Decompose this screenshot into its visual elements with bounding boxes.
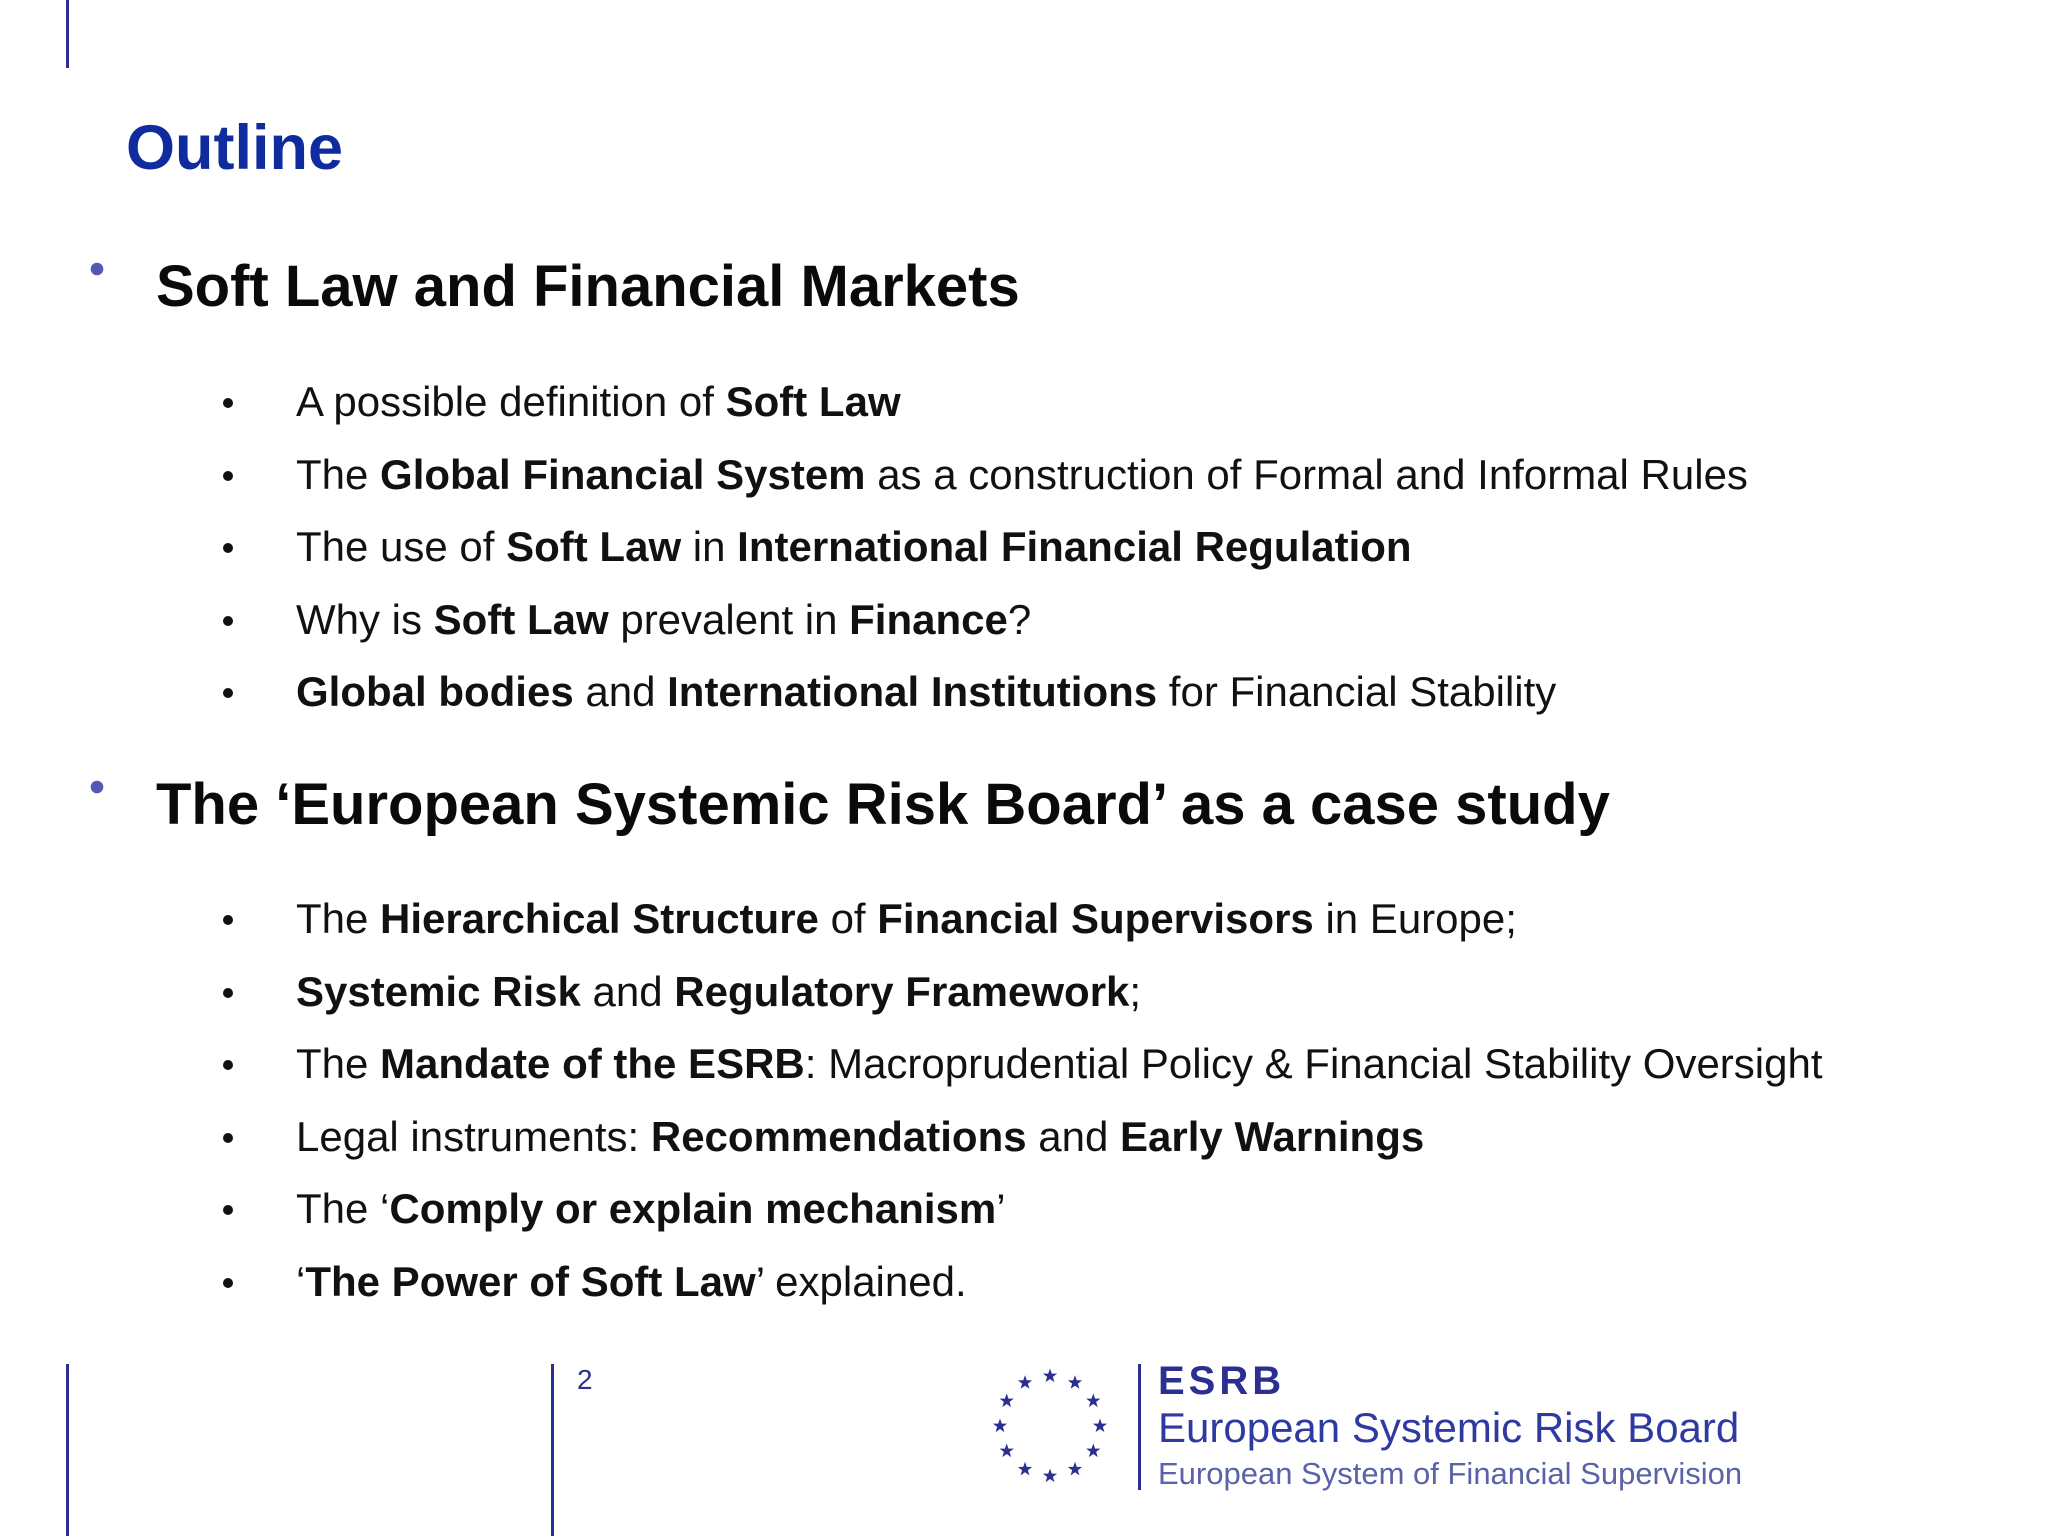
- sub-bullet-icon: [223, 1278, 233, 1288]
- section-heading-row: [0, 770, 2048, 850]
- outline-item: [0, 1038, 2048, 1110]
- outline-item-text: [296, 893, 1517, 945]
- slide-title: Outline: [126, 113, 343, 183]
- bold-run: Soft Law: [433, 595, 609, 643]
- bold-run: International Institutions: [667, 668, 1158, 715]
- outline-item-text: [296, 594, 1031, 646]
- text-run: ?: [1007, 595, 1032, 643]
- sub-bullet-icon: [223, 1205, 233, 1215]
- star-icon: [1068, 1375, 1082, 1389]
- sub-bullet-icon: [223, 688, 233, 698]
- outline-item: [0, 966, 2048, 1038]
- page-number: 2: [577, 1364, 593, 1395]
- section-heading: The ‘European Systemic Risk Board’ as a case study: [156, 772, 1610, 837]
- outline-item: [0, 1111, 2048, 1183]
- text-run: in Europe;: [1313, 895, 1517, 942]
- eu-stars-circle-icon: [990, 1360, 1120, 1490]
- outline-item: [0, 666, 2048, 738]
- text-run: A possible definition of: [296, 378, 726, 425]
- text-run: prevalent in: [608, 595, 850, 643]
- bold-run: Finance: [849, 595, 1008, 643]
- text-run: : Macroprudential Policy & Financial Stability Oversight: [804, 1040, 1823, 1087]
- bottom-left-rule: [66, 1364, 69, 1536]
- outline-item: [0, 521, 2048, 593]
- main-bullet-icon: [91, 263, 104, 276]
- star-icon: [1018, 1462, 1032, 1476]
- outline-item: [0, 376, 2048, 448]
- outline-section-2: [0, 770, 2048, 850]
- sub-bullet-icon: [223, 471, 233, 481]
- logo-name: European Systemic Risk Board: [1158, 1404, 1740, 1451]
- logo-subtitle: European System of Financial Supervision: [1158, 1456, 1743, 1491]
- outline-item: [0, 594, 2048, 666]
- text-run: The: [296, 1040, 381, 1087]
- bold-run: Global Financial System: [380, 450, 866, 498]
- outline-item: [0, 893, 2048, 965]
- bold-run: Comply or explain mechanism: [389, 1185, 997, 1232]
- bold-run: Recommendations: [650, 1112, 1027, 1160]
- sub-bullet-icon: [223, 1060, 233, 1070]
- text-run: The: [296, 895, 381, 942]
- bold-run: Financial Supervisors: [877, 895, 1314, 942]
- top-left-rule: [66, 0, 69, 68]
- logo-divider: [1138, 1364, 1141, 1490]
- text-run: ’ explained.: [755, 1257, 967, 1305]
- outline-item-text: [296, 1038, 1823, 1090]
- bold-run: Soft Law: [725, 378, 901, 425]
- sub-bullet-icon: [223, 616, 233, 626]
- sub-bullet-icon: [223, 988, 233, 998]
- outline-section-1: [0, 252, 2048, 332]
- text-run: ‘: [296, 1257, 306, 1305]
- outline-item-text: [296, 449, 1748, 501]
- main-bullet-icon: [91, 781, 104, 794]
- text-run: ;: [1129, 967, 1142, 1015]
- bold-run: Regulatory Framework: [674, 967, 1130, 1015]
- sub-bullet-icon: [223, 915, 233, 925]
- star-icon: [1093, 1419, 1107, 1433]
- bold-run: The Power of Soft Law: [305, 1257, 756, 1305]
- bold-run: Soft Law: [506, 523, 682, 570]
- outline-item-text: [296, 1111, 1424, 1163]
- text-run: of: [818, 895, 878, 942]
- text-run: The use of: [296, 523, 507, 570]
- sub-bullet-icon: [223, 1133, 233, 1143]
- text-run: Legal instruments:: [296, 1112, 651, 1160]
- star-icon: [993, 1419, 1007, 1433]
- star-icon: [1018, 1375, 1032, 1389]
- text-run: Why is: [296, 595, 434, 643]
- sub-bullet-icon: [223, 398, 233, 408]
- star-icon: [1000, 1444, 1014, 1458]
- section-heading-row: [0, 252, 2048, 332]
- bold-run: Global bodies: [296, 668, 574, 715]
- outline-item-text: [296, 1256, 967, 1308]
- outline-item-text: [296, 521, 1412, 573]
- text-run: ’: [996, 1185, 1006, 1232]
- section-heading: Soft Law and Financial Markets: [156, 254, 1020, 319]
- star-icon: [1000, 1394, 1014, 1408]
- outline-item: [0, 1256, 2048, 1328]
- bold-run: Hierarchical Structure: [380, 895, 819, 942]
- text-run: and: [573, 668, 668, 715]
- outline-item-text: [296, 376, 901, 428]
- outline-item: [0, 1183, 2048, 1255]
- logo-abbreviation: ESRB: [1158, 1359, 1286, 1403]
- outline-item: [0, 449, 2048, 521]
- bold-run: Systemic Risk: [296, 967, 581, 1015]
- text-run: The ‘: [296, 1185, 390, 1232]
- text-run: The: [296, 450, 381, 498]
- star-icon: [1086, 1444, 1100, 1458]
- sub-bullet-icon: [223, 543, 233, 553]
- page-number-rule: [551, 1364, 554, 1536]
- text-run: and: [580, 967, 675, 1015]
- star-icon: [1043, 1369, 1057, 1383]
- text-run: in: [681, 523, 738, 570]
- star-icon: [1043, 1469, 1057, 1483]
- text-run: for Financial Stability: [1157, 668, 1557, 715]
- outline-item-text: [296, 1183, 1006, 1235]
- bold-run: Mandate of the ESRB: [380, 1040, 805, 1087]
- bold-run: International Financial Regulation: [737, 523, 1412, 570]
- text-run: as a construction of Formal and Informal Rules: [865, 450, 1748, 498]
- star-icon: [1086, 1394, 1100, 1408]
- star-icon: [1068, 1462, 1082, 1476]
- outline-item-text: [296, 666, 1556, 718]
- esrb-logo: [990, 1359, 1743, 1510]
- outline-item-text: [296, 966, 1141, 1018]
- bold-run: Early Warnings: [1120, 1112, 1425, 1160]
- text-run: and: [1026, 1112, 1121, 1160]
